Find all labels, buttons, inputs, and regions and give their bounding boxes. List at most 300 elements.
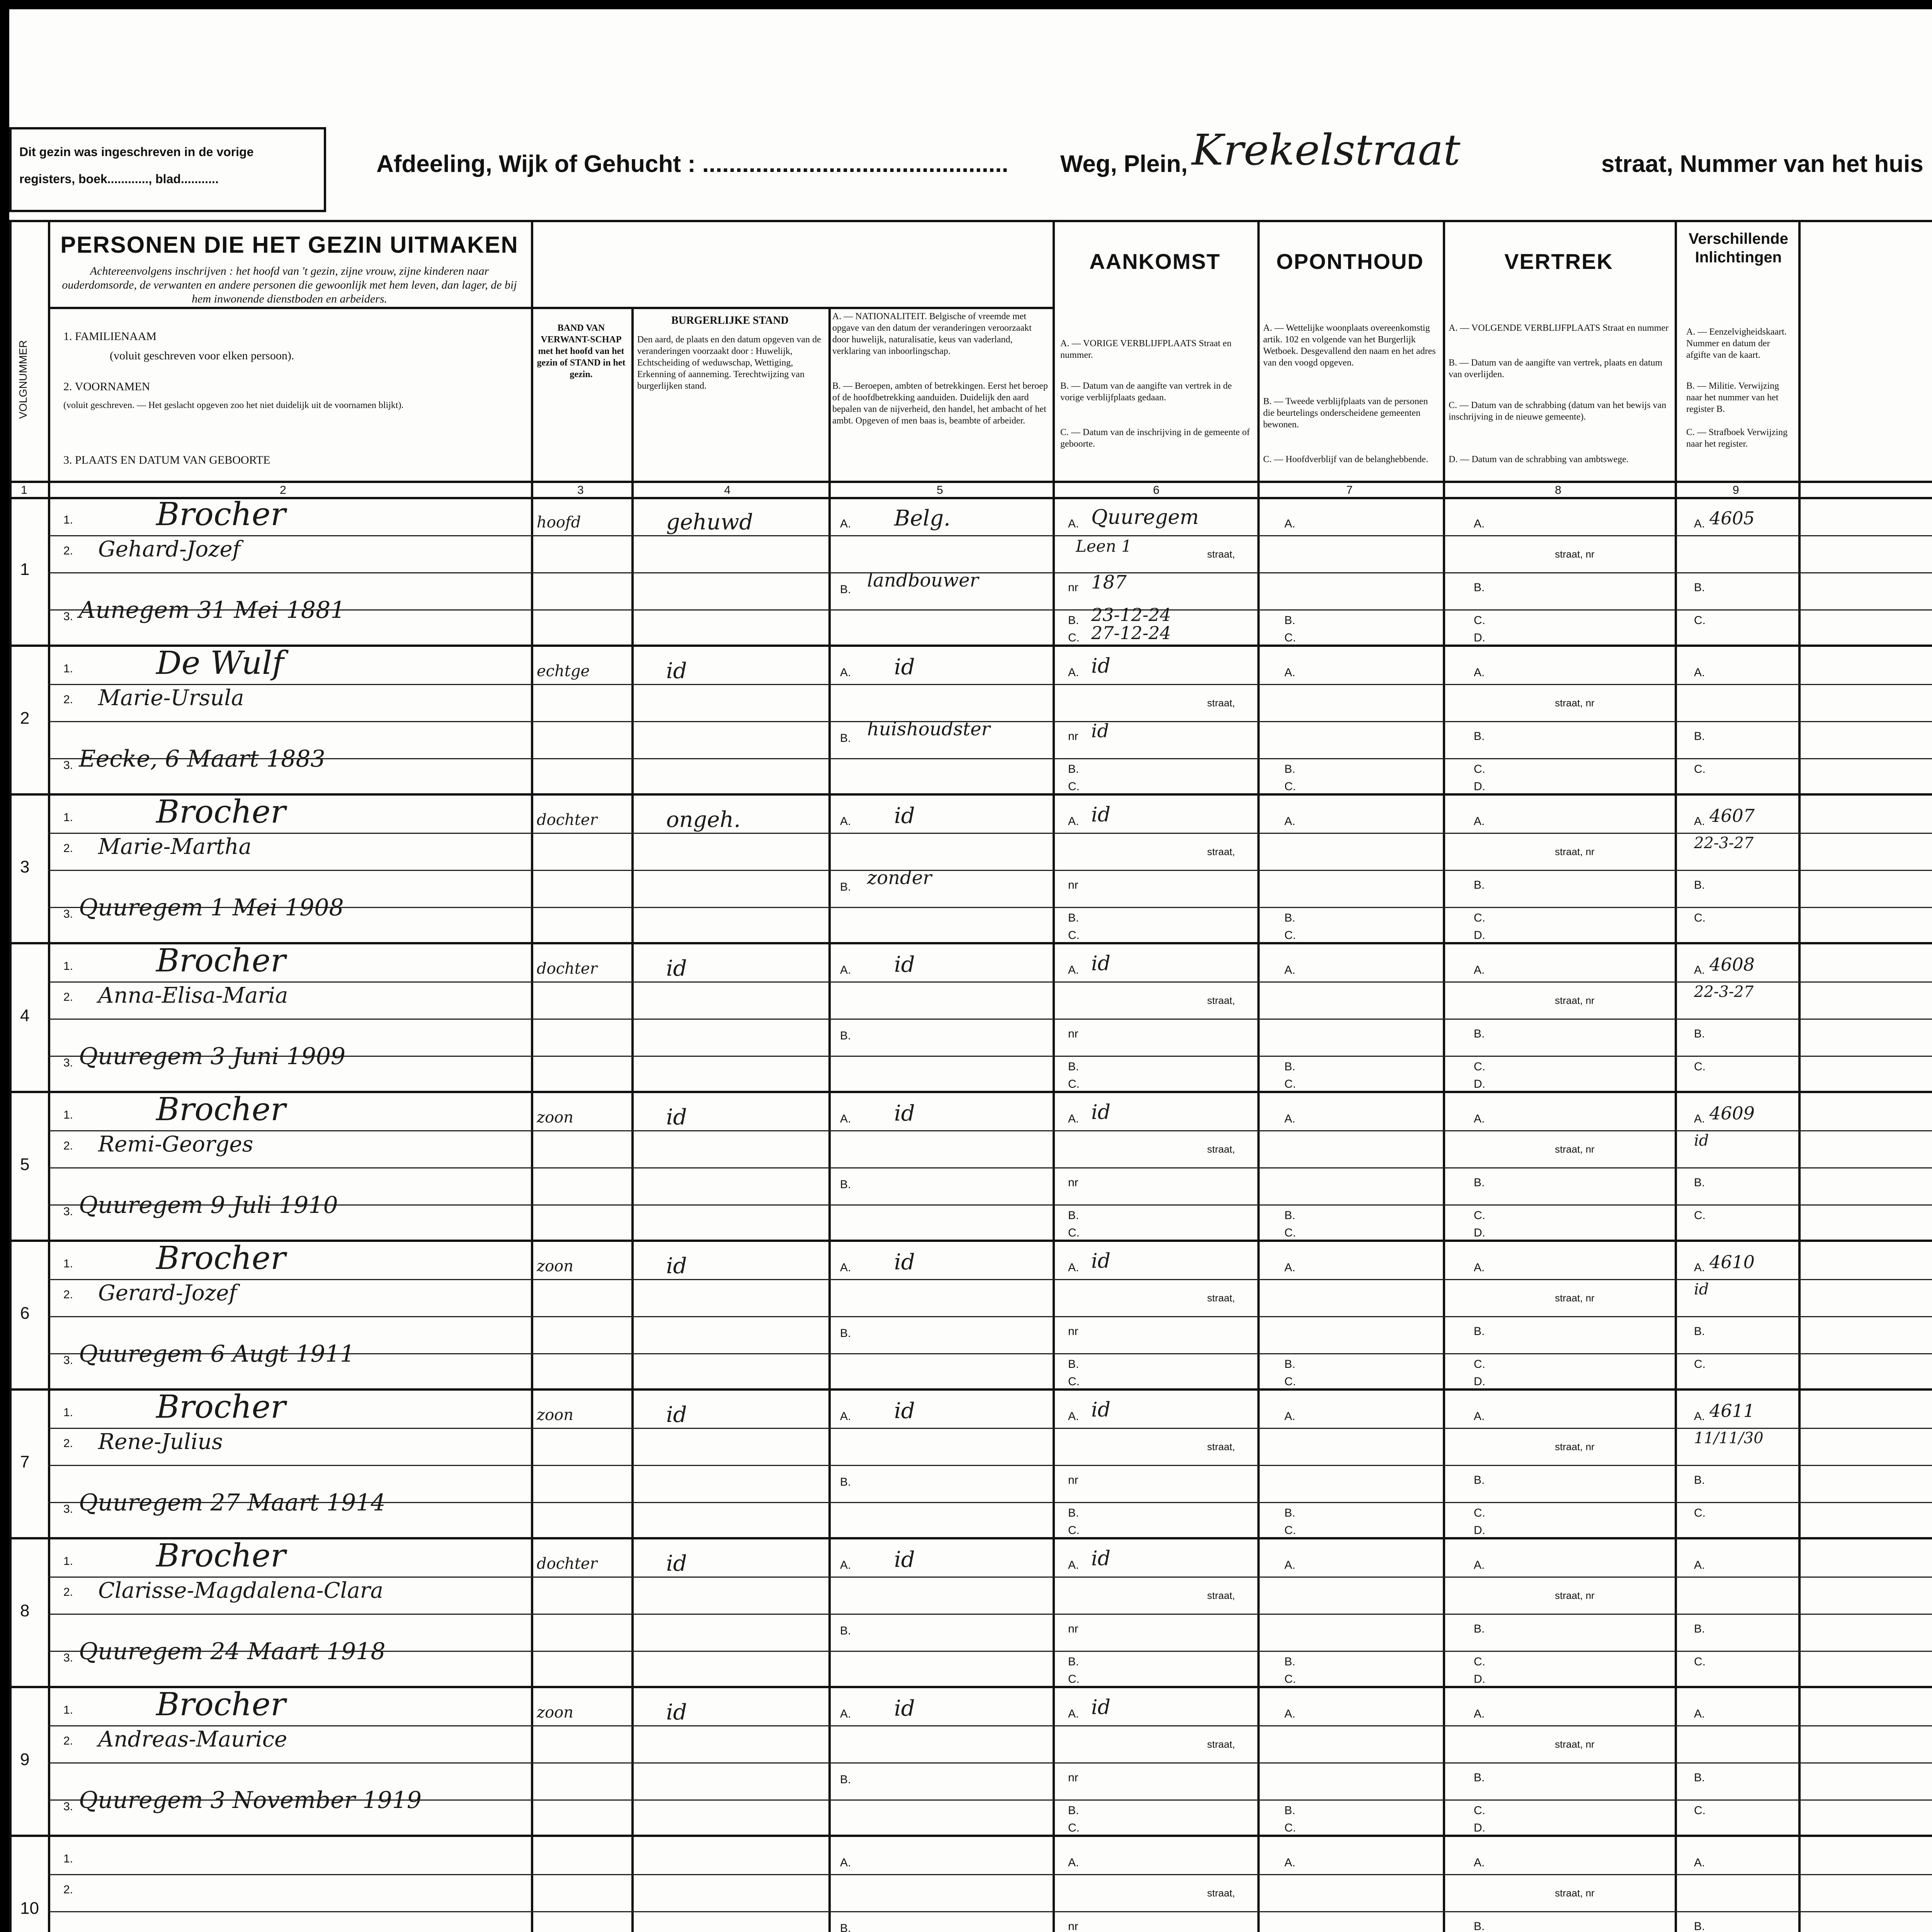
prev-residence: Quuregem bbox=[1091, 506, 1199, 529]
c9-b-marker: B. bbox=[1694, 1474, 1705, 1486]
prev-house-number: id bbox=[1091, 720, 1109, 742]
person-surname: Brocher bbox=[156, 1537, 286, 1574]
line-marker: 3. bbox=[63, 1354, 73, 1367]
col-number: 5 bbox=[937, 484, 943, 497]
c2-familienaam: 1. FAMILIENAAM bbox=[63, 330, 157, 343]
prev-residence: id bbox=[1091, 1398, 1111, 1422]
c6-a-marker: A. bbox=[1068, 1112, 1079, 1125]
person-relation: hoofd bbox=[537, 514, 581, 531]
person-civil-status: id bbox=[666, 1253, 687, 1279]
previous-registration-label: Dit gezin was ingeschreven in de vorige bbox=[19, 145, 254, 159]
c9-c-marker: C. bbox=[1694, 1507, 1706, 1519]
c9-a-marker: A. bbox=[1694, 1261, 1705, 1274]
line-marker: 3. bbox=[63, 1205, 73, 1218]
straat-label: straat, bbox=[1207, 697, 1235, 709]
nr-label: nr bbox=[1068, 1771, 1078, 1784]
straat-nr-label: straat, nr bbox=[1555, 1143, 1595, 1155]
c8-c-marker: C. bbox=[1474, 1209, 1485, 1222]
c9-c-marker: C. bbox=[1694, 1655, 1706, 1668]
c9-a-marker: A. bbox=[1694, 1708, 1705, 1720]
person-profession: zonder bbox=[867, 867, 932, 889]
row-number: 5 bbox=[20, 1155, 30, 1174]
street-name: Krekelstraat bbox=[1192, 125, 1461, 175]
c5-b-marker: B. bbox=[840, 1476, 851, 1488]
person-civil-status: id bbox=[666, 956, 687, 981]
line-marker: 2. bbox=[63, 991, 73, 1003]
aanmerkingen-header bbox=[1798, 340, 1932, 359]
c8-c-marker: C. bbox=[1474, 1060, 1485, 1073]
person-nationality: id bbox=[894, 1547, 915, 1572]
person-birth: Aunegem 31 Mei 1881 bbox=[79, 597, 345, 624]
person-nationality: id bbox=[894, 1250, 915, 1275]
c6-a-marker: A. bbox=[1068, 815, 1079, 828]
person-given-names: Remi-Georges bbox=[98, 1132, 253, 1157]
nr-label: nr bbox=[1068, 730, 1078, 743]
line-marker: 1. bbox=[63, 1109, 73, 1121]
straat-label: straat, bbox=[1207, 548, 1235, 560]
c8-c-marker: C. bbox=[1474, 1507, 1485, 1519]
oponthoud-header: OPONTHOUD bbox=[1276, 249, 1424, 274]
person-civil-status: id bbox=[666, 1551, 687, 1576]
c8-b-marker: B. bbox=[1474, 1325, 1485, 1338]
line-marker: 1. bbox=[63, 1406, 73, 1419]
c8-d-marker: D. bbox=[1474, 1524, 1485, 1537]
straat-nr-label: straat, nr bbox=[1555, 1887, 1595, 1899]
c8-c-marker: C. bbox=[1474, 763, 1485, 776]
straat-label: straat, bbox=[1207, 995, 1235, 1006]
line-marker: 3. bbox=[63, 759, 73, 772]
prev-residence-street: Leen 1 bbox=[1076, 537, 1132, 556]
row-number: 6 bbox=[20, 1304, 30, 1323]
person-relation: dochter bbox=[537, 960, 597, 978]
straat-nr-label: straat, nr bbox=[1555, 1292, 1595, 1304]
person-surname: Brocher bbox=[156, 1240, 286, 1277]
c6-c-marker: C. bbox=[1068, 1673, 1080, 1685]
c9-c-marker: C. bbox=[1694, 1358, 1706, 1371]
line-marker: 1. bbox=[63, 1704, 73, 1716]
person-civil-status: ongeh. bbox=[666, 807, 741, 832]
afdeeling-label: Afdeeling, Wijk of Gehucht : .............................................. bbox=[376, 151, 1009, 177]
c6-a-marker: A. bbox=[1068, 1410, 1079, 1423]
row-number: 3 bbox=[20, 857, 30, 876]
person-birth: Quuregem 3 November 1919 bbox=[79, 1787, 422, 1814]
c8-d-marker: D. bbox=[1474, 1226, 1485, 1239]
c6-c-marker: C. bbox=[1068, 1524, 1080, 1537]
prev-house-number: 187 bbox=[1091, 571, 1127, 593]
person-civil-status: id bbox=[666, 1105, 687, 1130]
prev-residence: id bbox=[1091, 1101, 1111, 1124]
c5-b-marker: B. bbox=[840, 1773, 851, 1786]
person-given-names: Gehard-Jozef bbox=[98, 537, 241, 562]
c9-b-marker: B. bbox=[1694, 1622, 1705, 1635]
person-relation: zoon bbox=[537, 1257, 573, 1275]
c8-c-marker: C. bbox=[1474, 912, 1485, 924]
straat-nr-label: straat, nr bbox=[1555, 846, 1595, 857]
row-number: 7 bbox=[20, 1452, 30, 1471]
nr-label: nr bbox=[1068, 1622, 1078, 1635]
identity-card-number: 4610 bbox=[1709, 1252, 1755, 1272]
col-number: 1 bbox=[21, 484, 27, 497]
c8-d: D. — Datum van de schrabbing van ambtswege. bbox=[1449, 454, 1629, 464]
line-marker: 3. bbox=[63, 1056, 73, 1069]
person-relation: zoon bbox=[537, 1406, 573, 1424]
c9-b-marker: B. bbox=[1694, 1771, 1705, 1784]
c8-c-marker: C. bbox=[1474, 1358, 1485, 1371]
c9-c: C. — Strafboek Verwijzing naar het register. bbox=[1686, 427, 1788, 449]
straat-label: straat, Nummer van het huis bbox=[1601, 151, 1923, 177]
person-nationality: id bbox=[894, 1101, 915, 1126]
c7-a-marker: A. bbox=[1284, 815, 1296, 828]
col-number: 3 bbox=[577, 484, 584, 497]
c9-a: A. — Eenzelvigheidskaart. Nummer en datum der afgifte van de kaart. bbox=[1686, 327, 1787, 360]
straat-label: straat, bbox=[1207, 1738, 1235, 1750]
line-marker: 2. bbox=[63, 1288, 73, 1301]
c5-header-a: A. — NATIONALITEIT. Belgische of vreemde met opgave van den datum der veranderingen veroorzaakt door huwelijk, naturalisatie, keus van vaderland, verklaring van inboorlingschap. bbox=[832, 311, 1032, 356]
person-nationality: id bbox=[894, 1696, 915, 1721]
c7-b-marker: B. bbox=[1284, 1209, 1296, 1222]
person-birth: Quuregem 24 Maart 1918 bbox=[79, 1638, 386, 1665]
c6-b-marker: B. bbox=[1068, 1358, 1079, 1371]
c6-c-marker: C. bbox=[1068, 780, 1080, 793]
identity-card-number: 4611 bbox=[1709, 1400, 1755, 1421]
nr-label: nr bbox=[1068, 1474, 1078, 1486]
persons-table bbox=[9, 220, 1932, 1932]
c7-c-marker: C. bbox=[1284, 1524, 1296, 1537]
line-marker: 1. bbox=[63, 1852, 73, 1865]
c5-a-marker: A. bbox=[840, 1708, 851, 1720]
line-marker: 1. bbox=[63, 514, 73, 526]
vertrek-header: VERTREK bbox=[1504, 249, 1613, 274]
volgnummer-header: VOLGNUMMER bbox=[17, 340, 29, 419]
straat-nr-label: straat, nr bbox=[1555, 548, 1595, 560]
person-given-names: Marie-Martha bbox=[98, 834, 252, 859]
c7-c-marker: C. bbox=[1284, 1375, 1296, 1388]
straat-label: straat, bbox=[1207, 1292, 1235, 1304]
c8-a-marker: A. bbox=[1474, 1856, 1485, 1869]
person-birth: Quuregem 27 Maart 1914 bbox=[79, 1489, 386, 1516]
c2-familienaam-sub: (voluit geschreven voor elken persoon). bbox=[110, 349, 294, 362]
row-number: 1 bbox=[20, 560, 30, 579]
c6-c-marker: C. bbox=[1068, 1821, 1080, 1834]
identity-card-date: 22-3-27 bbox=[1694, 834, 1754, 852]
c6-b-marker: B. bbox=[1068, 1804, 1079, 1817]
c6-c-marker: C. bbox=[1068, 631, 1080, 644]
line-marker: 2. bbox=[63, 1883, 73, 1896]
person-nationality: id bbox=[894, 803, 915, 828]
c5-a-marker: A. bbox=[840, 1856, 851, 1869]
prev-residence: id bbox=[1091, 1250, 1111, 1273]
c8-d-marker: D. bbox=[1474, 929, 1485, 942]
nr-label: nr bbox=[1068, 1920, 1078, 1932]
identity-card-number: 4605 bbox=[1709, 508, 1755, 529]
c6-a-marker: A. bbox=[1068, 517, 1079, 530]
c7-c-marker: C. bbox=[1284, 780, 1296, 793]
c4-subheader: Den aard, de plaats en den datum opgeven van de veranderingen voorzaakt door : Huwelijk, Echtscheiding of weduwschap, Wettiging, Erkenning of aanneming. Terechtwijzing van burgerlijken stand. bbox=[637, 335, 821, 391]
previous-registration-box bbox=[9, 127, 326, 212]
c8-c-marker: C. bbox=[1474, 1804, 1485, 1817]
line-marker: 3. bbox=[63, 1503, 73, 1515]
nr-label: nr bbox=[1068, 879, 1078, 891]
line-marker: 3. bbox=[63, 1800, 73, 1813]
straat-nr-label: straat, nr bbox=[1555, 697, 1595, 709]
prev-residence: id bbox=[1091, 1547, 1111, 1570]
person-civil-status: gehuwd bbox=[666, 510, 753, 535]
prev-residence: id bbox=[1091, 803, 1111, 827]
c8-d-marker: D. bbox=[1474, 780, 1485, 793]
line-marker: 2. bbox=[63, 1586, 73, 1599]
c5-b-marker: B. bbox=[840, 1624, 851, 1637]
c9-a-marker: A. bbox=[1694, 1410, 1705, 1423]
c7-c-marker: C. bbox=[1284, 631, 1296, 644]
c8-a-marker: A. bbox=[1474, 964, 1485, 976]
c5-a-marker: A. bbox=[840, 964, 851, 976]
person-relation: zoon bbox=[537, 1704, 573, 1721]
c7-b-marker: B. bbox=[1284, 1507, 1296, 1519]
c8-a: A. — VOLGENDE VERBLIJFPLAATS Straat en nummer bbox=[1449, 323, 1669, 333]
line-marker: 1. bbox=[63, 662, 73, 675]
c7-c-marker: C. bbox=[1284, 1673, 1296, 1685]
c6-c-marker: C. bbox=[1068, 1375, 1080, 1388]
c8-b-marker: B. bbox=[1474, 730, 1485, 743]
c7-b-marker: B. bbox=[1284, 1655, 1296, 1668]
straat-label: straat, bbox=[1207, 1143, 1235, 1155]
c6-c-marker: C. bbox=[1068, 1226, 1080, 1239]
c6-b-marker: B. bbox=[1068, 1655, 1079, 1668]
c7-a-marker: A. bbox=[1284, 1708, 1296, 1720]
c9-b-marker: B. bbox=[1694, 879, 1705, 891]
c9-a-marker: A. bbox=[1694, 815, 1705, 828]
c6-b-marker: B. bbox=[1068, 1209, 1079, 1222]
straat-nr-label: straat, nr bbox=[1555, 1441, 1595, 1452]
c7-b: B. — Tweede verblijfplaats van de personen die beurtelings onderscheidene gemeenten bewonen. bbox=[1263, 396, 1428, 430]
c6-b-marker: B. bbox=[1068, 614, 1079, 627]
straat-nr-label: straat, nr bbox=[1555, 995, 1595, 1006]
c8-d-marker: D. bbox=[1474, 1673, 1485, 1685]
nr-label: nr bbox=[1068, 581, 1078, 594]
line-marker: 2. bbox=[63, 1735, 73, 1747]
c9-a-marker: A. bbox=[1694, 1559, 1705, 1571]
c6-a-marker: A. bbox=[1068, 964, 1079, 976]
straat-nr-label: straat, nr bbox=[1555, 1590, 1595, 1601]
c5-header-b: B. — Beroepen, ambten of betrekkingen. Eerst het beroep of de hoofdbetrekking aanduiden. Duidelijk den aard bepalen van de nijverheid, den handel, het ambacht of het ambt. Opgeven of men baas is, beambte of arbeider. bbox=[832, 381, 1048, 426]
c7-b-marker: B. bbox=[1284, 912, 1296, 924]
c7-a-marker: A. bbox=[1284, 964, 1296, 976]
nr-label: nr bbox=[1068, 1176, 1078, 1189]
c5-a-marker: A. bbox=[840, 1410, 851, 1423]
person-birth: Quuregem 9 Juli 1910 bbox=[79, 1192, 338, 1219]
person-given-names: Anna-Elisa-Maria bbox=[98, 983, 288, 1008]
register-sheet bbox=[9, 9, 1932, 1932]
c7-b-marker: B. bbox=[1284, 763, 1296, 776]
col-number: 2 bbox=[280, 484, 286, 497]
person-surname: De Wulf bbox=[156, 645, 284, 682]
arrival-c-date: 27-12-24 bbox=[1091, 622, 1171, 643]
c8-d-marker: D. bbox=[1474, 1375, 1485, 1388]
c6-a-marker: A. bbox=[1068, 666, 1079, 679]
c9-b-marker: B. bbox=[1694, 1920, 1705, 1932]
c8-b-marker: B. bbox=[1474, 1622, 1485, 1635]
col-number: 9 bbox=[1733, 484, 1739, 497]
person-relation: dochter bbox=[537, 811, 597, 829]
c5-a-marker: A. bbox=[840, 1112, 851, 1125]
weg-label: Weg, Plein, bbox=[1060, 151, 1188, 177]
c6-b-marker: B. bbox=[1068, 912, 1079, 924]
person-birth: Quuregem 1 Mei 1908 bbox=[79, 894, 344, 921]
c8-b-marker: B. bbox=[1474, 1176, 1485, 1189]
identity-card-number: 4608 bbox=[1709, 954, 1755, 975]
c8-a-marker: A. bbox=[1474, 517, 1485, 530]
c9-b-marker: B. bbox=[1694, 1027, 1705, 1040]
c9-a-marker: A. bbox=[1694, 1856, 1705, 1869]
straat-label: straat, bbox=[1207, 1887, 1235, 1899]
c9-a-marker: A. bbox=[1694, 666, 1705, 679]
c8-c-marker: C. bbox=[1474, 1655, 1485, 1668]
c8-d-marker: D. bbox=[1474, 1078, 1485, 1090]
c8-b-marker: B. bbox=[1474, 1474, 1485, 1486]
person-surname: Brocher bbox=[156, 794, 286, 830]
c5-a-marker: A. bbox=[840, 517, 851, 530]
person-surname: Brocher bbox=[156, 1686, 286, 1723]
line-marker: 1. bbox=[63, 1555, 73, 1568]
straat-nr-label: straat, nr bbox=[1555, 1738, 1595, 1750]
c8-a-marker: A. bbox=[1474, 815, 1485, 828]
c8-c: C. — Datum van de schrabbing (datum van het bewijs van inschrijving in de nieuwe gemeente). bbox=[1449, 400, 1667, 422]
line-marker: 1. bbox=[63, 1257, 73, 1270]
c5-b-marker: B. bbox=[840, 1178, 851, 1191]
row-number: 9 bbox=[20, 1750, 30, 1769]
c5-b-marker: B. bbox=[840, 1029, 851, 1042]
person-given-names: Marie-Ursula bbox=[98, 685, 244, 711]
c6-b-marker: B. bbox=[1068, 1507, 1079, 1519]
person-civil-status: id bbox=[666, 658, 687, 684]
c4-header: BURGERLIJKE STAND bbox=[671, 315, 789, 327]
c7-c: C. — Hoofdverblijf van de belanghebbende. bbox=[1263, 454, 1429, 464]
c6-a-marker: A. bbox=[1068, 1856, 1079, 1869]
nr-label: nr bbox=[1068, 1325, 1078, 1338]
c5-a-marker: A. bbox=[840, 1261, 851, 1274]
c6-c-marker: C. bbox=[1068, 1078, 1080, 1090]
c7-a-marker: A. bbox=[1284, 1112, 1296, 1125]
c7-c-marker: C. bbox=[1284, 1226, 1296, 1239]
c5-a-marker: A. bbox=[840, 815, 851, 828]
c6-b: B. — Datum van de aangifte van vertrek in de vorige verblijfplaats gedaan. bbox=[1060, 381, 1232, 403]
col-number: 4 bbox=[724, 484, 731, 497]
c5-b-marker: B. bbox=[840, 1922, 851, 1932]
person-nationality: id bbox=[894, 952, 915, 977]
person-surname: Brocher bbox=[156, 496, 286, 533]
c8-a-marker: A. bbox=[1474, 1708, 1485, 1720]
c3-header: BAND VAN VERWANT-SCHAP met het hoofd van het gezin of STAND in het gezin. bbox=[537, 323, 626, 379]
line-marker: 2. bbox=[63, 1139, 73, 1152]
c7-c-marker: C. bbox=[1284, 1821, 1296, 1834]
prev-residence: id bbox=[1091, 952, 1111, 975]
col-number: 7 bbox=[1346, 484, 1353, 497]
straat-label: straat, bbox=[1207, 1590, 1235, 1601]
personen-subtitle: Achtereenvolgens inschrijven : het hoofd van 't gezin, zijne vrouw, zijne kinderen naar ouderdomsorde, de verwanten en andere personen die gewoonlijk met hem leven, dan lager, de bij hem inwonende dienstboden en arbeiders. bbox=[62, 265, 517, 305]
line-marker: 2. bbox=[63, 842, 73, 855]
straat-label: straat, bbox=[1207, 846, 1235, 857]
personen-title: PERSONEN DIE HET GEZIN UITMAKEN bbox=[60, 232, 519, 258]
c6-b-marker: B. bbox=[1068, 763, 1079, 776]
person-given-names: Clarisse-Magdalena-Clara bbox=[98, 1578, 383, 1603]
c6-a-marker: A. bbox=[1068, 1261, 1079, 1274]
c9-a-marker: A. bbox=[1694, 517, 1705, 530]
col-number: 6 bbox=[1153, 484, 1160, 497]
c8-b: B. — Datum van de aangifte van vertrek, plaats en datum van overlijden. bbox=[1449, 358, 1663, 379]
c5-b-marker: B. bbox=[840, 583, 851, 596]
person-given-names: Andreas-Maurice bbox=[98, 1727, 287, 1752]
c6-a-marker: A. bbox=[1068, 1559, 1079, 1571]
c7-b-marker: B. bbox=[1284, 614, 1296, 627]
line-marker: 3. bbox=[63, 1651, 73, 1664]
line-marker: 2. bbox=[63, 693, 73, 706]
c8-b-marker: B. bbox=[1474, 1027, 1485, 1040]
identity-card-date: id bbox=[1694, 1281, 1709, 1298]
c8-a-marker: A. bbox=[1474, 1112, 1485, 1125]
c7-a-marker: A. bbox=[1284, 1856, 1296, 1869]
c8-b-marker: B. bbox=[1474, 581, 1485, 594]
prev-residence: id bbox=[1091, 1696, 1111, 1719]
c7-a-marker: A. bbox=[1284, 1261, 1296, 1274]
c7-a-marker: A. bbox=[1284, 666, 1296, 679]
aankomst-header: AANKOMST bbox=[1089, 249, 1221, 274]
person-given-names: Rene-Julius bbox=[98, 1429, 223, 1454]
previous-registration-fields: registers, boek............, blad........... bbox=[19, 172, 219, 186]
c8-a-marker: A. bbox=[1474, 1559, 1485, 1571]
c7-b-marker: B. bbox=[1284, 1804, 1296, 1817]
person-relation: echtge bbox=[537, 662, 590, 680]
line-marker: 1. bbox=[63, 811, 73, 824]
straat-label: straat, bbox=[1207, 1441, 1235, 1452]
c7-a-marker: A. bbox=[1284, 1559, 1296, 1571]
prev-residence: id bbox=[1091, 655, 1111, 678]
identity-card-date: 11/11/30 bbox=[1694, 1429, 1764, 1447]
person-relation: zoon bbox=[537, 1109, 573, 1126]
c5-a-marker: A. bbox=[840, 666, 851, 679]
identity-card-number: 4607 bbox=[1709, 805, 1755, 826]
c5-a-marker: A. bbox=[840, 1559, 851, 1571]
row-number: 8 bbox=[20, 1601, 30, 1620]
person-profession: landbouwer bbox=[867, 570, 979, 591]
c8-b-marker: B. bbox=[1474, 879, 1485, 891]
c7-a: A. — Wettelijke woonplaats overeenkomstig artik. 102 en volgende van het Burgerlijk Wetboek. Desgevallend den naam en het adres van den voogd opgeven. bbox=[1263, 323, 1436, 368]
c6-b-marker: B. bbox=[1068, 1060, 1079, 1073]
row-number: 2 bbox=[20, 709, 30, 728]
identity-card-date: 22-3-27 bbox=[1694, 983, 1754, 1001]
c8-b-marker: B. bbox=[1474, 1771, 1485, 1784]
person-surname: Brocher bbox=[156, 1389, 286, 1425]
person-given-names: Gerard-Jozef bbox=[98, 1281, 237, 1306]
c9-c-marker: C. bbox=[1694, 1209, 1706, 1222]
c7-c-marker: C. bbox=[1284, 1078, 1296, 1090]
c8-d-marker: D. bbox=[1474, 631, 1485, 644]
c6-c: C. — Datum van de inschrijving in de gemeente of geboorte. bbox=[1060, 427, 1250, 449]
person-birth: Quuregem 3 Juni 1909 bbox=[79, 1043, 346, 1070]
person-relation: dochter bbox=[537, 1555, 597, 1573]
c7-c-marker: C. bbox=[1284, 929, 1296, 942]
c5-b-marker: B. bbox=[840, 732, 851, 745]
arrival-b-date: 23-12-24 bbox=[1091, 604, 1171, 625]
c8-d-marker: D. bbox=[1474, 1821, 1485, 1834]
person-civil-status: id bbox=[666, 1402, 687, 1427]
identity-card-number: 4609 bbox=[1709, 1103, 1755, 1124]
c9-c-marker: C. bbox=[1694, 763, 1706, 776]
c2-voornamen-sub: (voluit geschreven. — Het geslacht opgeven zoo het niet duidelijk uit de voornamen blijkt). bbox=[63, 400, 404, 410]
c7-a-marker: A. bbox=[1284, 517, 1296, 530]
c2-voornamen: 2. VOORNAMEN bbox=[63, 380, 150, 393]
person-surname: Brocher bbox=[156, 1091, 286, 1128]
c7-a-marker: A. bbox=[1284, 1410, 1296, 1423]
